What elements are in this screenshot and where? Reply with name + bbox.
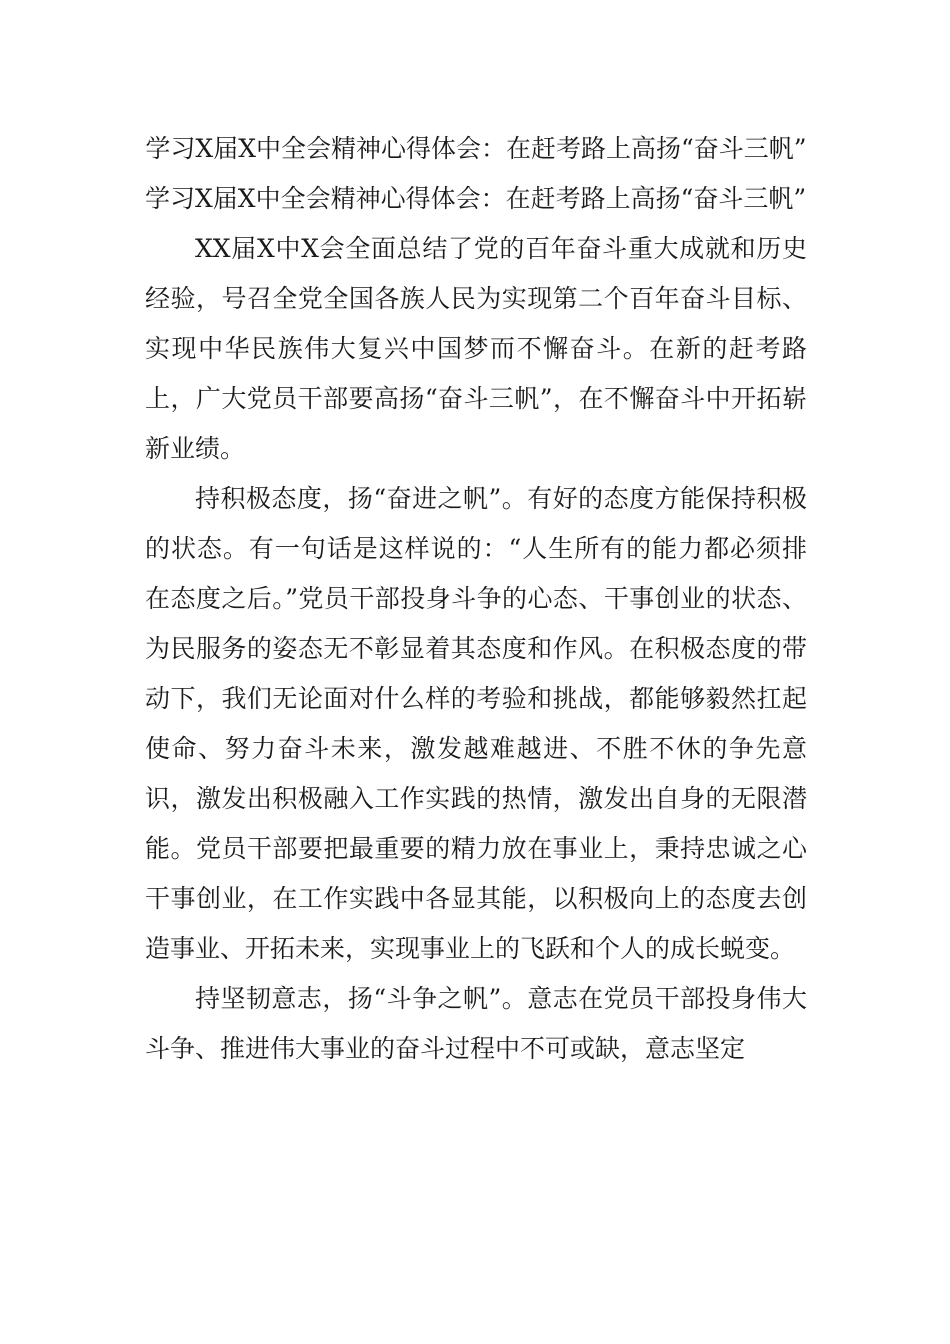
paragraph-will: 持坚韧意志，扬“斗争之帆”。意志在党员干部投身伟大斗争、推进伟大事业的奋斗过程中不可或缺，意志坚定 (145, 984, 807, 1063)
paragraph-intro: XX届X中X会全面总结了党的百年奋斗重大成就和历史经验，号召全党全国各族人民为实现第二个百年奋斗目标、实现中华民族伟大复兴中国梦而不懈奋斗。在新的赶考路上，广大党员干部要高扬“奋斗三帆”，在不懈奋斗中开拓崭新业绩。 (145, 234, 807, 463)
document-subtitle: 学习X届X中全会精神心得体会：在赶考路上高扬“奋斗三帆” (145, 184, 807, 213)
document-title: 学习X届X中全会精神心得体会：在赶考路上高扬“奋斗三帆” (145, 134, 807, 163)
document-body (145, 124, 807, 1074)
paragraph-attitude: 持积极态度，扬“奋进之帆”。有好的态度方能保持积极的状态。有一句话是这样说的：“人生所有的能力都必须排在态度之后。”党员干部投身斗争的心态、干事创业的状态、为民服务的姿态无不彰显着其态度和作风。在积极态度的带动下，我们无论面对什么样的考验和挑战，都能够毅然扛起使命、努力奋斗未来，激发越难越进、不胜不休的争先意识，激发出积极融入工作实践的热情，激发出自身的无限潜能。党员干部要把最重要的精力放在事业上，秉持忠诚之心干事创业，在工作实践中各显其能，以积极向上的态度去创造事业、开拓未来，实现事业上的飞跃和个人的成长蜕变。 (145, 484, 807, 963)
